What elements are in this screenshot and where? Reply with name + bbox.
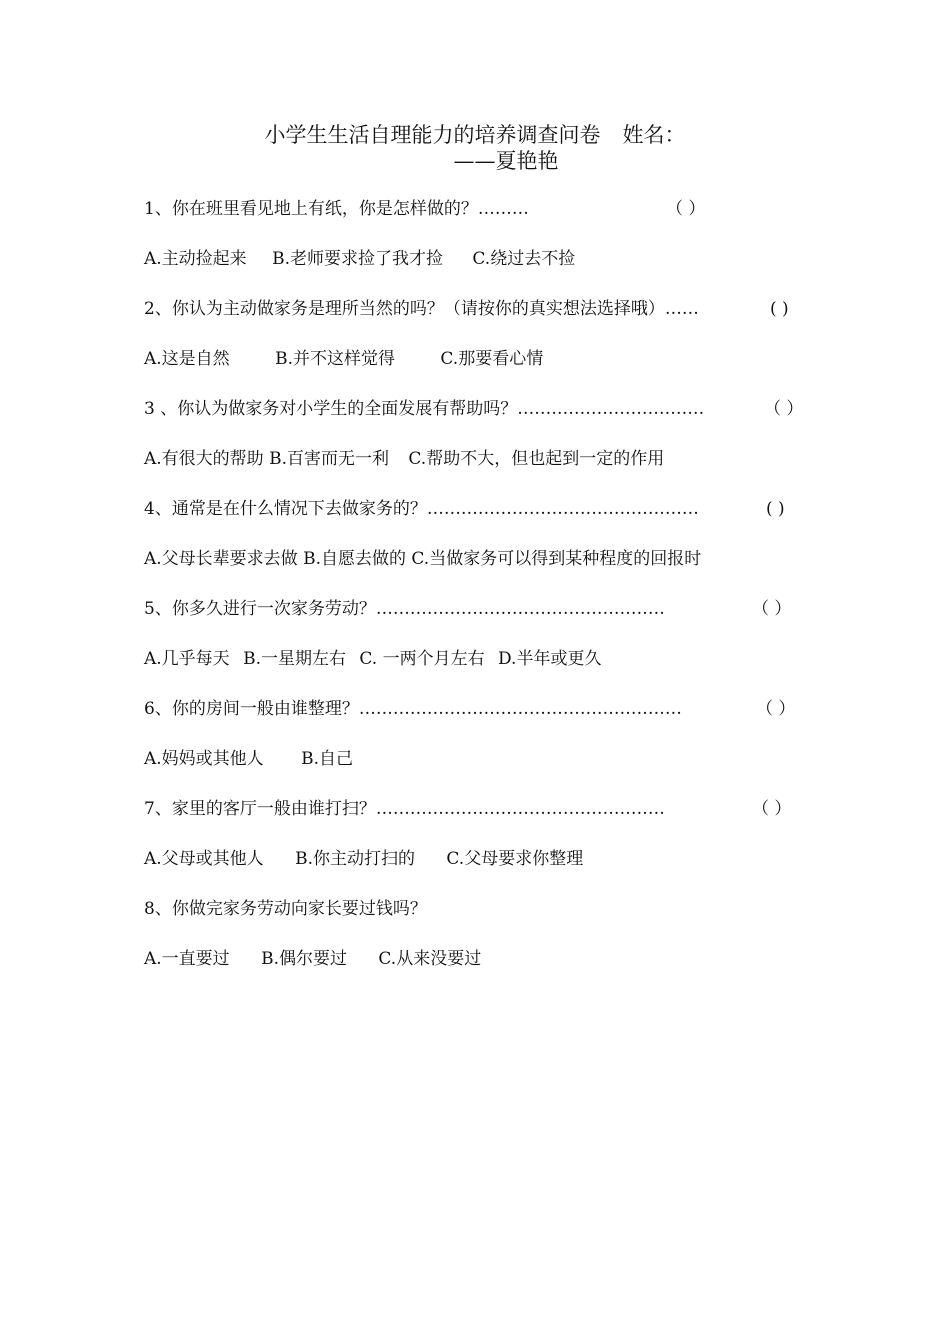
option-c: C.帮助不大，但也起到一定的作用 [408, 449, 665, 469]
options-4 [144, 546, 804, 596]
question-text: 8、你做完家务劳动向家长要过钱吗？ [144, 899, 427, 919]
answer-parentheses: ( ) [766, 499, 785, 519]
question-1 [144, 196, 804, 246]
question-7 [144, 796, 804, 846]
options-3 [144, 446, 804, 496]
page-title: 小学生生活自理能力的培养调查问卷 [264, 123, 601, 147]
author-line: ——夏艳艳 [453, 149, 559, 173]
option-b: B.你主动打扫的 [295, 849, 415, 869]
option-a: A.妈妈或其他人 [144, 749, 264, 769]
options-2 [144, 346, 804, 396]
question-text: 5、你多久进行一次家务劳动？…………………………………………… [144, 599, 665, 619]
option-a: A.几乎每天 [144, 649, 230, 669]
question-text: 1、你在班里看见地上有纸，你是怎样做的？……… [144, 199, 529, 219]
option-a: A.有很大的帮助 [144, 449, 264, 469]
options-6 [144, 746, 804, 796]
option-b: B.自己 [301, 749, 353, 769]
option-b: B.一星期左右 [243, 649, 346, 669]
option-b: B.偶尔要过 [261, 949, 347, 969]
option-b: B.自愿去做的 [303, 549, 406, 569]
question-5 [144, 596, 804, 646]
option-a: A.父母长辈要求去做 [144, 549, 298, 569]
options-5 [144, 646, 804, 696]
question-6 [144, 696, 804, 746]
option-c: C.父母要求你整理 [446, 849, 584, 869]
answer-parentheses: （ ） [752, 799, 792, 819]
option-a: A.主动捡起来 [144, 249, 247, 269]
question-3 [144, 396, 804, 446]
options-8 [144, 946, 804, 996]
question-text: 3 、你认为做家务对小学生的全面发展有帮助吗？…………………………… [144, 399, 705, 419]
answer-parentheses: （ ） [764, 399, 804, 419]
title-block [0, 122, 950, 174]
title-line [0, 122, 950, 148]
answer-parentheses: ( ) [770, 299, 789, 319]
question-8 [144, 896, 804, 946]
question-list [144, 196, 804, 996]
answer-parentheses: （ ） [756, 699, 796, 719]
option-b: B.百害而无一利 [269, 449, 389, 469]
options-7 [144, 846, 804, 896]
option-c: C.绕过去不捡 [472, 249, 576, 269]
option-c: C.从来没要过 [378, 949, 482, 969]
question-text: 4、通常是在什么情况下去做家务的？………………………………………… [144, 499, 699, 519]
question-text: 6、你的房间一般由谁整理？………………………………………………… [144, 699, 682, 719]
question-text: 2、你认为主动做家务是理所当然的吗？（请按你的真实想法选择哦）…… [144, 299, 699, 319]
answer-parentheses: （ ） [752, 599, 792, 619]
question-2 [144, 296, 804, 346]
option-a: A.这是自然 [144, 349, 230, 369]
option-a: A.父母或其他人 [144, 849, 264, 869]
question-4 [144, 496, 804, 546]
option-c: C.那要看心情 [440, 349, 544, 369]
option-c: C.当做家务可以得到某种程度的回报时 [411, 549, 702, 569]
options-1 [144, 246, 804, 296]
option-d: D.半年或更久 [498, 649, 602, 669]
option-b: B.老师要求捡了我才捡 [272, 249, 443, 269]
option-c: C. 一两个月左右 [359, 649, 485, 669]
answer-parentheses: （ ） [666, 199, 706, 219]
option-a: A.一直要过 [144, 949, 230, 969]
name-label: 姓名： [622, 123, 686, 147]
option-b: B.并不这样觉得 [275, 349, 395, 369]
question-text: 7、家里的客厅一般由谁打扫？…………………………………………… [144, 799, 665, 819]
